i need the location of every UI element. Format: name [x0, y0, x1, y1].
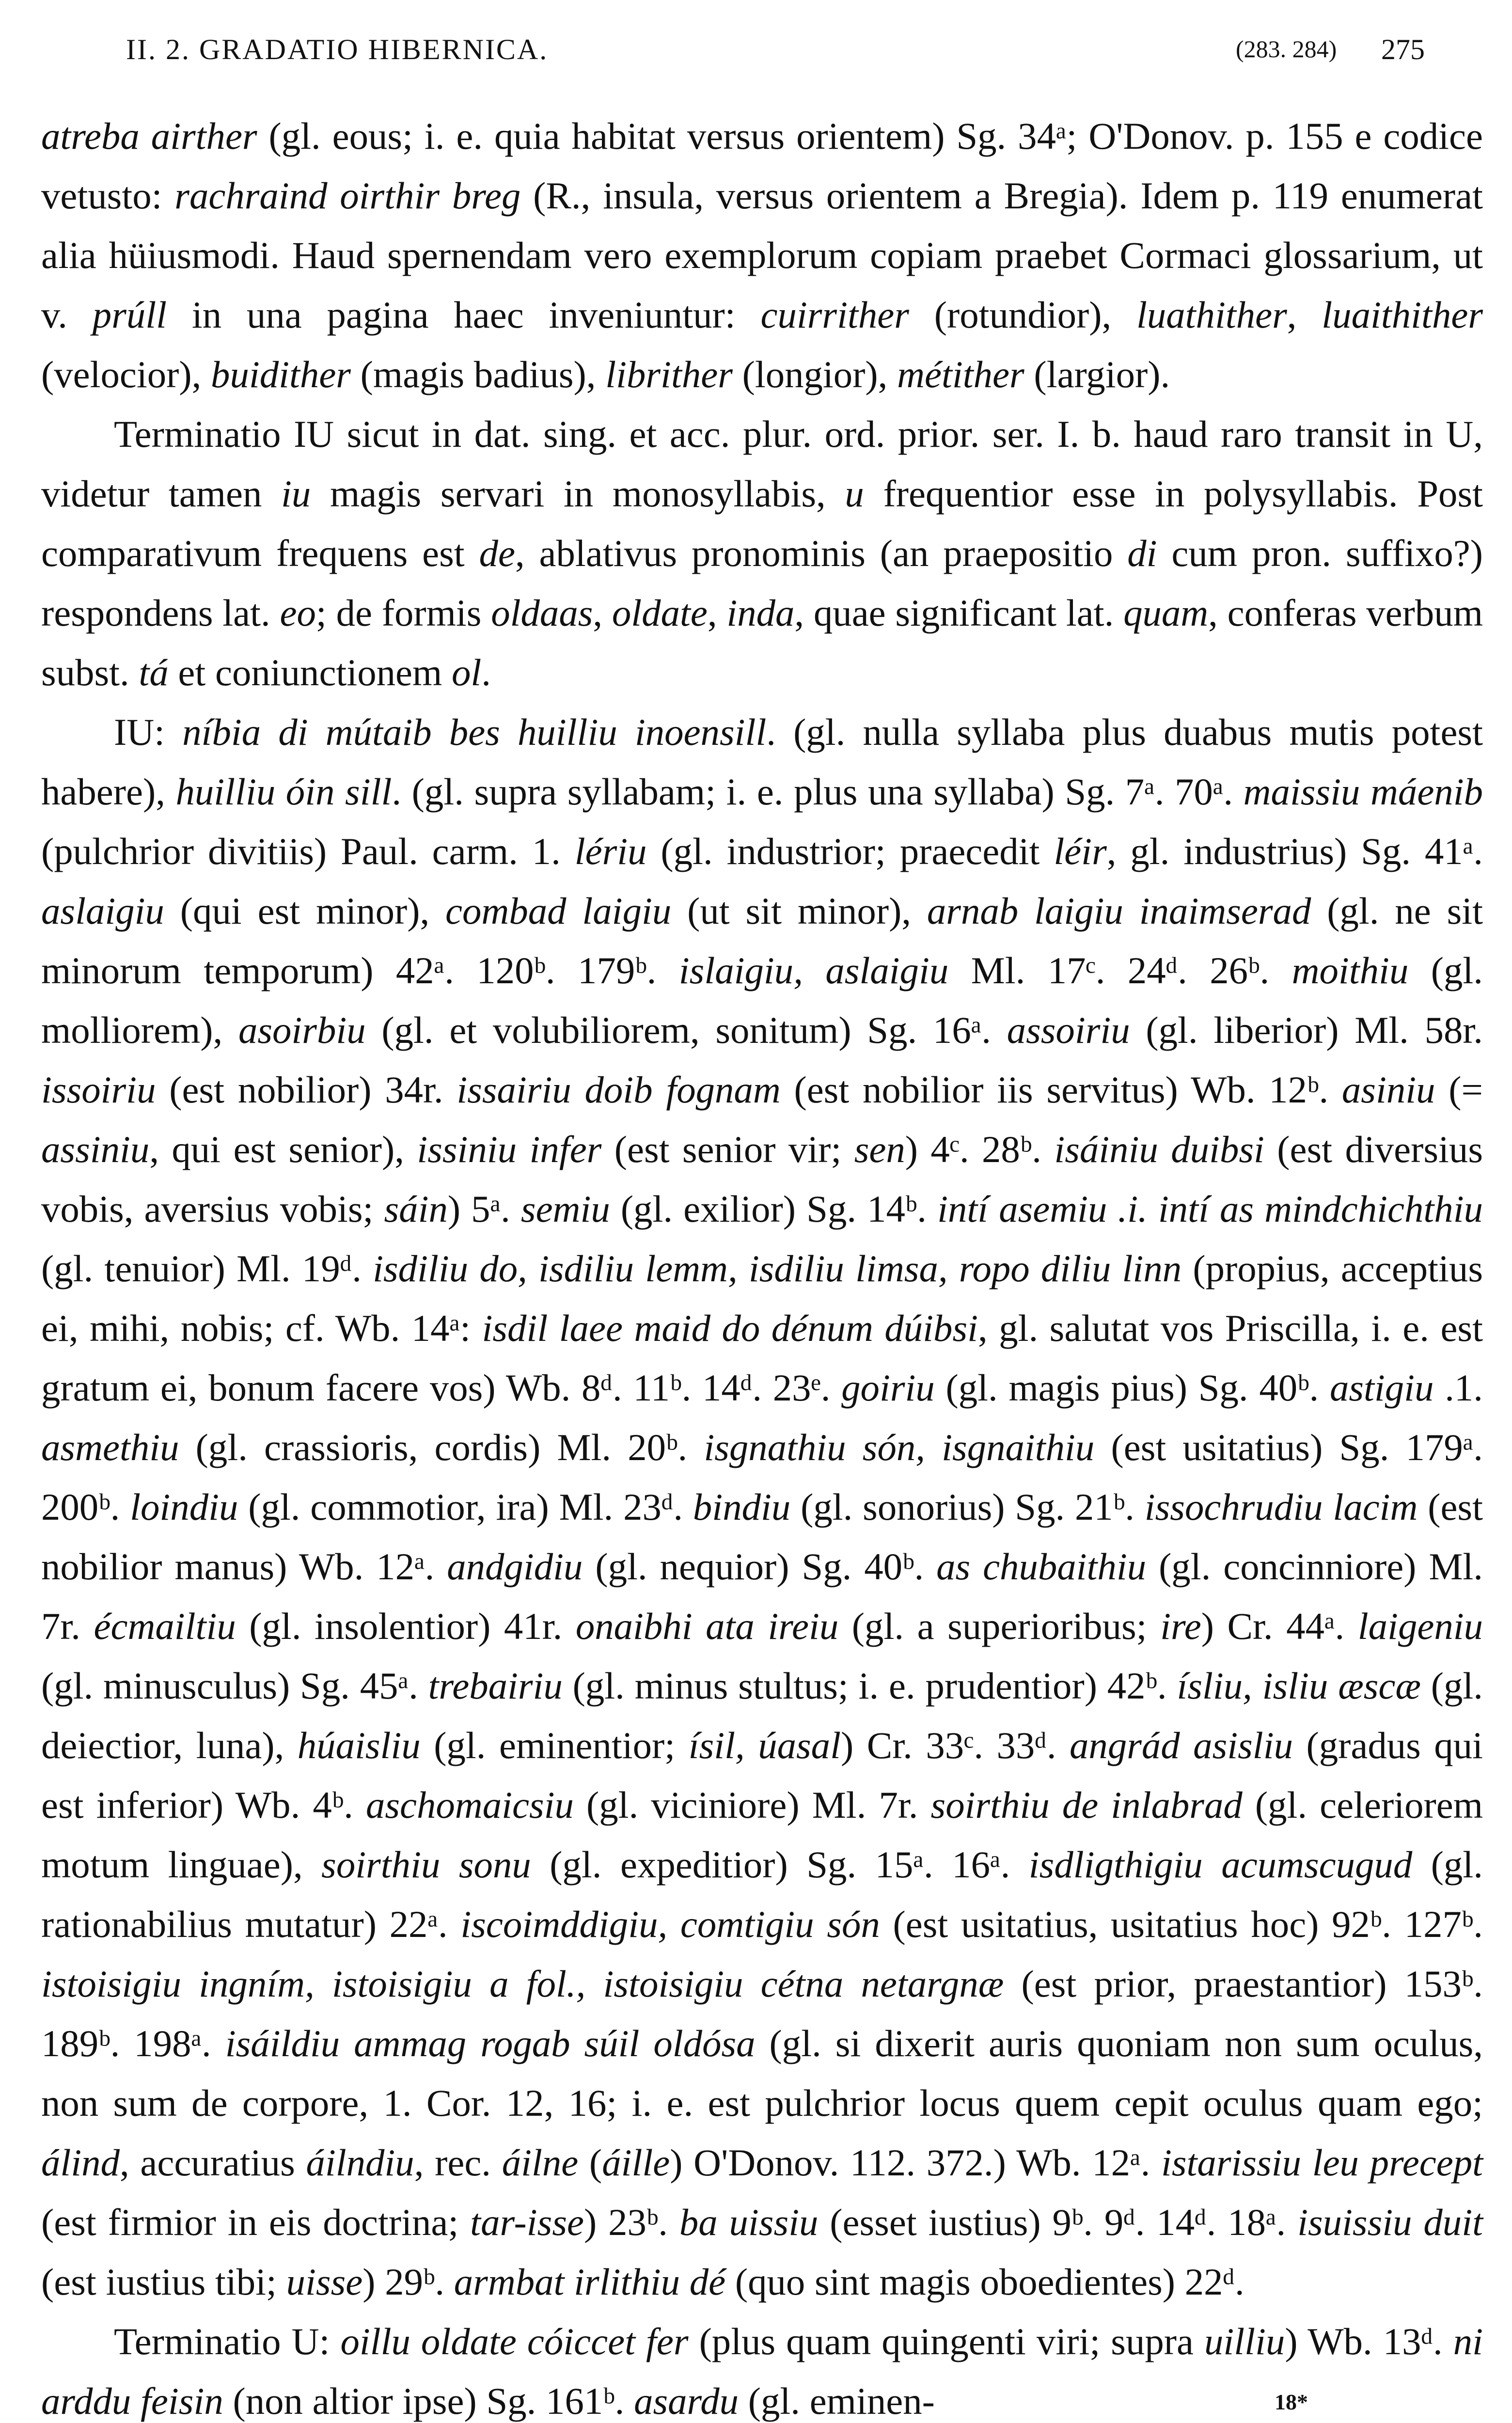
irish-term: álind	[41, 2142, 120, 2184]
irish-term: tá	[139, 652, 169, 694]
paragraph-comparative-examples: atreba airther (gl. eous; i. e. quia habitat versus orientem) Sg. 34ᵃ; O'Donov. p. 155 e codice vetusto: rachraind oirthir breg (R., insula, versus orientem a Bregia). Idem p. 119 enumerat alia hüiusmodi. Haud spernendam vero exemplorum copiam praebet Cormaci glossarium, ut v. prúll in una pagina haec inveniuntur: cuirrither (rotundior), luathither, luaithither (velocior), buidither (magis badius), librither (longior), métither (largior).	[41, 115, 1483, 396]
irish-term: armbat irlithiu dé	[454, 2261, 726, 2303]
irish-term: ísliu, isliu æscæ	[1177, 1665, 1421, 1707]
irish-term: aslaigiu	[41, 890, 164, 932]
irish-term: sen	[854, 1129, 905, 1171]
irish-term: léir	[1054, 831, 1107, 873]
irish-term: ni arddu feisin	[41, 2321, 1483, 2423]
irish-term: eo	[280, 592, 316, 634]
irish-term: issairiu doib fognam	[457, 1069, 781, 1111]
irish-term: iscoimddigiu, comtigiu són	[460, 1904, 880, 1946]
irish-term: quam	[1123, 592, 1209, 634]
section-references: (283. 284)	[1236, 35, 1337, 63]
irish-term: librither	[605, 354, 733, 396]
irish-term: tar-isse	[470, 2202, 584, 2244]
irish-term: buidither	[211, 354, 351, 396]
irish-term: soirthiu sonu	[321, 1844, 531, 1886]
irish-term: oldate	[612, 592, 708, 634]
irish-term: oillu oldate cóiccet fer	[340, 2321, 689, 2363]
irish-term: atreba airther	[41, 115, 257, 157]
irish-term: isdil laee maid do dénum dúibsi	[482, 1307, 978, 1350]
irish-term: moithiu	[1292, 950, 1409, 992]
signature-mark: 18*	[1275, 2390, 1308, 2414]
irish-term: ísil, úasal	[688, 1725, 841, 1767]
irish-term: issochrudiu lacim	[1144, 1486, 1418, 1528]
irish-term: áille	[602, 2142, 670, 2184]
irish-term: asardu	[634, 2380, 739, 2423]
irish-term: sáin	[384, 1188, 448, 1230]
irish-term: isdiliu do, isdiliu lemm, isdiliu limsa, ropo diliu linn	[373, 1248, 1182, 1290]
section-title: II. 2. GRADATIO HIBERNICA.	[126, 33, 549, 65]
irish-term: rachraind oirthir breg	[174, 175, 521, 217]
irish-term: isáildiu ammag rogab súil oldósa	[225, 2023, 756, 2065]
irish-term: laigeniu	[1357, 1605, 1483, 1648]
irish-term: goiriu	[841, 1367, 935, 1409]
irish-term: cuirrither	[760, 294, 909, 336]
irish-term: astigiu	[1329, 1367, 1434, 1409]
page-number: 275	[1381, 33, 1425, 65]
irish-term: uisse	[286, 2261, 363, 2303]
irish-term: intí asemiu .i. intí as mindchichthiu	[937, 1188, 1483, 1230]
irish-term: isdligthigiu acumscugud	[1028, 1844, 1413, 1886]
irish-term: luathither	[1136, 294, 1287, 336]
irish-term: assoiriu	[1007, 1009, 1130, 1052]
irish-term: inda	[726, 592, 795, 634]
irish-term: onaibhi ata ireiu	[575, 1605, 839, 1648]
irish-term: ol	[451, 652, 482, 694]
irish-term: u	[845, 473, 864, 515]
irish-term: níbia di mútaib bes huilliu inoensill	[182, 711, 767, 754]
irish-term: áilne	[502, 2142, 579, 2184]
irish-term: húaisliu	[297, 1725, 421, 1767]
irish-term: semiu	[520, 1188, 610, 1230]
irish-term: ba uissiu	[679, 2202, 819, 2244]
irish-term: áilndiu	[306, 2142, 414, 2184]
paragraph-terminatio-u: Terminatio U: oillu oldate cóiccet fer (plus quam quingenti viri; supra uilliu) Wb. 13ᵈ. ni arddu feisin (non altior ipse) Sg. 161ᵇ. asardu (gl. eminen-	[41, 2321, 1483, 2423]
irish-term: angrád asisliu	[1070, 1725, 1293, 1767]
irish-term: isgnathiu són, isgnaithiu	[704, 1427, 1095, 1469]
irish-term: combad laigiu	[445, 890, 672, 932]
irish-term: islaigiu, aslaigiu	[678, 950, 949, 992]
irish-term: istarissiu leu precept	[1161, 2142, 1483, 2184]
irish-term: prúll	[92, 294, 167, 336]
irish-term: istoisigiu ingním, istoisigiu a fol., istoisigiu cétna netargnæ	[41, 1963, 1004, 2005]
irish-term: aschomaicsiu	[365, 1784, 574, 1826]
irish-term: ire	[1160, 1605, 1201, 1648]
irish-term: di	[1127, 533, 1157, 575]
irish-term: assiniu	[41, 1129, 150, 1171]
irish-term: isuissiu duit	[1297, 2202, 1483, 2244]
irish-term: oldaas	[491, 592, 593, 634]
irish-term: huilliu óin sill	[175, 771, 392, 813]
irish-term: asiniu	[1341, 1069, 1435, 1111]
irish-term: lériu	[574, 831, 647, 873]
irish-term: trebairiu	[428, 1665, 563, 1707]
irish-term: andgidiu	[447, 1546, 583, 1588]
irish-term: métither	[897, 354, 1024, 396]
irish-term: arnab laigiu inaimserad	[927, 890, 1311, 932]
irish-term: asmethiu	[41, 1427, 179, 1469]
irish-term: loindiu	[130, 1486, 238, 1528]
page-header	[121, 23, 1468, 77]
irish-term: asoirbiu	[238, 1009, 366, 1052]
paragraph-terminatio-iu-intro: Terminatio IU sicut in dat. sing. et acc. plur. ord. prior. ser. I. b. haud raro transit in U, videtur tamen iu magis servari in monosyllabis, u frequentior esse in polysyllabis. Post comparativum frequens est de, ablativus pronominis (an praepositio di cum pron. suffixo?) respondens lat. eo; de formis oldaas, oldate, inda, quae significant lat. quam, conferas verbum subst. tá et coniunctionem ol.	[41, 413, 1483, 694]
irish-term: de	[479, 533, 515, 575]
irish-term: soirthiu de inlabrad	[930, 1784, 1243, 1826]
irish-term: écmailtiu	[94, 1605, 236, 1648]
irish-term: luaithither	[1322, 294, 1483, 336]
irish-term: as chubaithiu	[936, 1546, 1147, 1588]
paragraph-iu-examples: IU: níbia di mútaib bes huilliu inoensill. (gl. nulla syllaba plus duabus mutis potest habere), huilliu óin sill. (gl. supra syllabam; i. e. plus una syllaba) Sg. 7ᵃ. 70ᵃ. maissiu máenib (pulchrior divitiis) Paul. carm. 1. lériu (gl. industrior; praecedit léir, gl. industrius) Sg. 41ᵃ. aslaigiu (qui est minor), combad laigiu (ut sit minor), arnab laigiu inaimserad (gl. ne sit minorum temporum) 42ᵃ. 120ᵇ. 179ᵇ. islaigiu, aslaigiu Ml. 17ᶜ. 24ᵈ. 26ᵇ. moithiu (gl. molliorem), asoirbiu (gl. et volubiliorem, sonitum) Sg. 16ᵃ. assoiriu (gl. liberior) Ml. 58r. issoiriu (est nobilior) 34r. issairiu doib fognam (est nobilior iis servitus) Wb. 12ᵇ. asiniu (= assiniu, qui est senior), issiniu infer (est senior vir; sen) 4ᶜ. 28ᵇ. isáiniu duibsi (est diversius vobis, aversius vobis; sáin) 5ᵃ. semiu (gl. exilior) Sg. 14ᵇ. intí asemiu .i. intí as mindchichthiu (gl. tenuior) Ml. 19ᵈ. isdiliu do, isdiliu lemm, isdiliu limsa, ropo diliu linn (propius, acceptius ei, mihi, nobis; cf. Wb. 14ᵃ: isdil laee maid do dénum dúibsi, gl. salutat vos Priscilla, i. e. est gratum ei, bonum facere vos) Wb. 8ᵈ. 11ᵇ. 14ᵈ. 23ᵉ. goiriu (gl. magis pius) Sg. 40ᵇ. astigiu .1. asmethiu (gl. crassioris, cordis) Ml. 20ᵇ. isgnathiu són, isgnaithiu (est usitatius) Sg. 179ᵃ. 200ᵇ. loindiu (gl. commotior, ira) Ml. 23ᵈ. bindiu (gl. sonorius) Sg. 21ᵇ. issochrudiu lacim (est nobilior manus) Wb. 12ᵃ. andgidiu (gl. nequior) Sg. 40ᵇ. as chubaithiu (gl. concinniore) Ml. 7r. écmailtiu (gl. insolentior) 41r. onaibhi ata ireiu (gl. a superioribus; ire) Cr. 44ᵃ. laigeniu (gl. minusculus) Sg. 45ᵃ. trebairiu (gl. minus stultus; i. e. prudentior) 42ᵇ. ísliu, isliu æscæ (gl. deiectior, luna), húaisliu (gl. eminentior; ísil, úasal) Cr. 33ᶜ. 33ᵈ. angrád asisliu (gradus qui est inferior) Wb. 4ᵇ. aschomaicsiu (gl. viciniore) Ml. 7r. soirthiu de inlabrad (gl. celeriorem motum linguae), soirthiu sonu (gl. expeditior) Sg. 15ᵃ. 16ᵃ. isdligthigiu acumscugud (gl. rationabilius mutatur) 22ᵃ. iscoimddigiu, comtigiu són (est usitatius, usitatius hoc) 92ᵇ. 127ᵇ. istoisigiu ingním, istoisigiu a fol., istoisigiu cétna netargnæ (est prior, praestantior) 153ᵇ. 189ᵇ. 198ᵃ. isáildiu ammag rogab súil oldósa (gl. si dixerit auris quoniam non sum oculus, non sum de corpore, 1. Cor. 12, 16; i. e. est pulchrior locus quem cepit oculus quam ego; álind, accuratius áilndiu, rec. áilne (áille) O'Donov. 112. 372.) Wb. 12ᵃ. istarissiu leu precept (est firmior in eis doctrina; tar-isse) 23ᵇ. ba uissiu (esset iustius) 9ᵇ. 9ᵈ. 14ᵈ. 18ᵃ. isuissiu duit (est iustius tibi; uisse) 29ᵇ. armbat irlithiu dé (quo sint magis oboedientes) 22ᵈ.	[41, 711, 1483, 2303]
page-body	[41, 107, 1483, 2423]
irish-term: uilliu	[1204, 2321, 1285, 2363]
irish-term: isáiniu duibsi	[1054, 1129, 1264, 1171]
irish-term: maissiu máenib	[1243, 771, 1483, 813]
irish-term: issiniu infer	[417, 1129, 602, 1171]
irish-term: iu	[281, 473, 311, 515]
irish-term: issoiriu	[41, 1069, 156, 1111]
irish-term: bindiu	[693, 1486, 791, 1528]
